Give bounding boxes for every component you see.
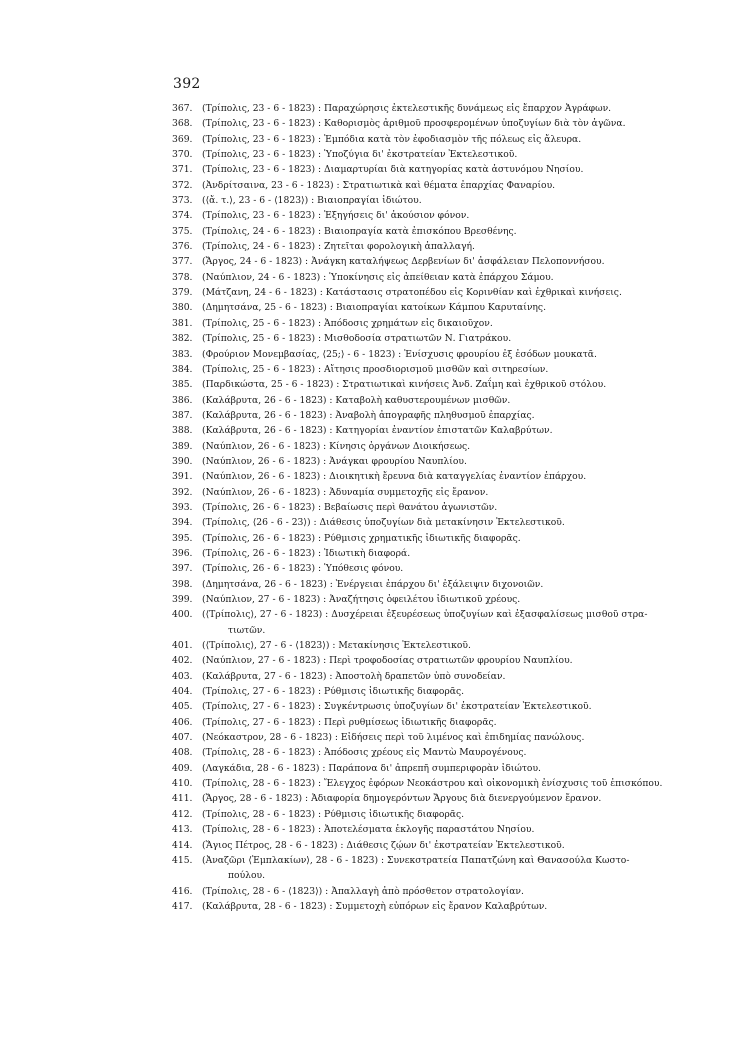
list-item <box>172 101 672 116</box>
entry-summary: (Τρίπολις, 26 - 6 - 1823) : Ἰδιωτικὴ διαφορά. <box>202 547 411 559</box>
entry-number: 411. <box>172 793 193 805</box>
entry-number: 397. <box>172 563 193 575</box>
entry-summary: (Τρίπολις, 28 - 6 - 1823) : Ρύθμισις ἰδιωτικῆς διαφορᾶς. <box>202 808 465 820</box>
list-item <box>172 285 672 300</box>
entry-text <box>202 469 672 484</box>
entry-text <box>202 285 672 300</box>
entry-number: 386. <box>172 394 193 406</box>
entry-text <box>202 546 672 561</box>
list-item <box>172 561 672 576</box>
list-item <box>172 699 672 714</box>
entry-summary: (Τρίπολις, 23 - 6 - 1823) : Ἐμπόδια κατὰ τὸν ἐφοδιασμὸν τῆς πόλεως εἰς ἄλευρα. <box>202 133 582 145</box>
entry-text <box>202 853 672 884</box>
entry-summary: (Ἅγιος Πέτρος, 28 - 6 - 1823) : Διάθεσις ζῴων δι' ἐκστρατείαν Ἐκτελεστικοῦ. <box>202 839 565 851</box>
entry-number: 381. <box>172 317 193 329</box>
entry-number: 396. <box>172 547 193 559</box>
entry-text <box>202 270 672 285</box>
entry-summary: (Νεόκαστρον, 28 - 6 - 1823) : Εἰδήσεις περὶ τοῦ λιμένος καὶ ἐπιδημίας πανώλους. <box>202 732 585 744</box>
entry-text <box>202 807 672 822</box>
list-item <box>172 316 672 331</box>
entry-summary: (⟨ἄ. τ.⟩, 23 - 6 - ⟨1823⟩) : Βιαιοπραγίαι ἰδιώτου. <box>202 195 422 207</box>
entry-text <box>202 607 672 638</box>
entry-number: 375. <box>172 225 193 237</box>
entry-summary: (Ναύπλιον, 26 - 6 - 1823) : Διοικητικὴ ἔρευνα διὰ καταγγελίας ἐναντίον ἐπάρχου. <box>202 471 587 483</box>
entry-summary: (Καλάβρυτα, 26 - 6 - 1823) : Ἀναβολὴ ἀπογραφῆς πληθυσμοῦ ἐπαρχίας. <box>202 409 535 421</box>
entry-summary: (Τρίπολις, 27 - 6 - 1823) : Συγκέντρωσις ὑποζυγίων δι' ἐκστρατείαν Ἐκτελεστικοῦ. <box>202 701 592 713</box>
entry-number: 398. <box>172 578 193 590</box>
entry-number: 416. <box>172 885 193 897</box>
entry-summary: (Ναύπλιον, 27 - 6 - 1823) : Περὶ τροφοδοσίας στρατιωτῶν φρουρίου Ναυπλίου. <box>202 655 573 667</box>
list-item <box>172 224 672 239</box>
list-item <box>172 715 672 730</box>
entry-summary: (Τρίπολις, 23 - 6 - 1823) : Ἐξηγήσεις δι' ἀκούσιον φόνον. <box>202 210 470 222</box>
entry-summary: (Τρίπολις, 24 - 6 - 1823) : Ζητεῖται φορολογικὴ ἀπαλλαγή. <box>202 241 475 253</box>
list-item <box>172 423 672 438</box>
list-item <box>172 254 672 269</box>
list-item <box>172 116 672 131</box>
list-item <box>172 408 672 423</box>
entry-summary: (Καλάβρυτα, 28 - 6 - 1823) : Συμμετοχὴ εὐπόρων εἰς ἔρανον Καλαβρύτων. <box>202 900 548 912</box>
list-item <box>172 331 672 346</box>
entry-summary: (Μάτζανη, 24 - 6 - 1823) : Κατάστασις στρατοπέδου εἰς Κορινθίαν καὶ ἐχθρικαὶ κινήσεις. <box>202 287 622 299</box>
entry-text <box>202 393 672 408</box>
entry-summary: (Δημητσάνα, 26 - 6 - 1823) : Ἐνέργειαι ἐπάρχου δι' ἐξάλειψιν διχονοιῶν. <box>202 578 544 590</box>
list-item <box>172 300 672 315</box>
list-item <box>172 239 672 254</box>
entry-number: 394. <box>172 517 193 529</box>
entry-text <box>202 592 672 607</box>
entry-text <box>202 193 672 208</box>
entry-number: 373. <box>172 195 193 207</box>
entry-text <box>202 132 672 147</box>
entry-text <box>202 730 672 745</box>
entry-number: 377. <box>172 256 193 268</box>
entry-summary: (⟨Τρίπολις⟩, 27 - 6 - ⟨1823⟩) : Μετακίνησις Ἐκτελεστικοῦ. <box>202 640 471 652</box>
entry-text <box>202 101 672 116</box>
entry-continuation: πούλου. <box>228 870 266 882</box>
entry-text <box>202 653 672 668</box>
entry-text <box>202 178 672 193</box>
list-item <box>172 807 672 822</box>
entry-text <box>202 669 672 684</box>
entry-summary: (Δημητσάνα, 25 - 6 - 1823) : Βιαιοπραγίαι κατοίκων Κάμπου Καρυταίνης. <box>202 302 546 314</box>
list-item <box>172 592 672 607</box>
list-item <box>172 884 672 899</box>
entry-number: 387. <box>172 409 193 421</box>
entry-text <box>202 300 672 315</box>
entry-text <box>202 531 672 546</box>
list-item <box>172 377 672 392</box>
entry-summary: (Τρίπολις, 26 - 6 - 1823) : Ρύθμισις χρηματικῆς ἰδιωτικῆς διαφορᾶς. <box>202 532 521 544</box>
list-item <box>172 162 672 177</box>
list-item <box>172 469 672 484</box>
entry-text <box>202 684 672 699</box>
entry-summary: (Τρίπολις, 24 - 6 - 1823) : Βιαιοπραγία κατὰ ἐπισκόπου Βρεσθένης. <box>202 225 517 237</box>
entry-list <box>172 101 672 914</box>
entry-number: 405. <box>172 701 193 713</box>
entry-summary: (Ναύπλιον, 24 - 6 - 1823) : Ὑποκίνησις εἰς ἀπείθειαν κατὰ ἐπάρχου Σάμου. <box>202 271 554 283</box>
entry-summary: (Ἀνδρίτσαινα, 23 - 6 - 1823) : Στρατιωτικὰ καὶ θέματα ἐπαρχίας Φαναρίου. <box>202 179 556 191</box>
entry-number: 407. <box>172 732 193 744</box>
entry-number: 389. <box>172 440 193 452</box>
entry-text <box>202 500 672 515</box>
entry-number: 400. <box>172 609 193 621</box>
entry-text <box>202 377 672 392</box>
entry-number: 382. <box>172 333 193 345</box>
entry-number: 379. <box>172 287 193 299</box>
entry-number: 406. <box>172 716 193 728</box>
entry-number: 368. <box>172 118 193 130</box>
entry-summary: (Καλάβρυτα, 26 - 6 - 1823) : Καταβολὴ καθυστερουμένων μισθῶν. <box>202 394 511 406</box>
entry-text <box>202 454 672 469</box>
list-item <box>172 531 672 546</box>
entry-text <box>202 791 672 806</box>
entry-number: 409. <box>172 762 193 774</box>
entry-number: 408. <box>172 747 193 759</box>
entry-summary: (Τρίπολις, 28 - 6 - 1823) : Ἀπόδοσις χρέους εἰς Μαντὼ Μαυρογένους. <box>202 747 527 759</box>
entry-summary: (Τρίπολις, 26 - 6 - 1823) : Βεβαίωσις περὶ θανάτου ἀγωνιστῶν. <box>202 501 498 513</box>
entry-summary: (Τρίπολις, 27 - 6 - 1823) : Ρύθμισις ἰδιωτικῆς διαφορᾶς. <box>202 686 465 698</box>
entry-text <box>202 362 672 377</box>
entry-summary: (Τρίπολις, ⟨26 - 6 - 23⟩) : Διάθεσις ὑποζυγίων διὰ μετακίνησιν Ἐκτελεστικοῦ. <box>202 517 565 529</box>
entry-text <box>202 147 672 162</box>
entry-summary: (Τρίπολις, 23 - 6 - 1823) : Καθορισμὸς ἀριθμοῦ προσφερομένων ὑποζυγίων διὰ τὸν ἀγῶνα. <box>202 118 626 130</box>
entry-number: 388. <box>172 425 193 437</box>
entry-text <box>202 745 672 760</box>
entry-number: 369. <box>172 133 193 145</box>
entry-summary: (Ναύπλιον, 26 - 6 - 1823) : Ἀνάγκαι φρουρίου Ναυπλίου. <box>202 455 467 467</box>
entry-summary: (Ἀναζῶρι ⟨Ἐμπλακίων⟩, 28 - 6 - 1823) : Συνεκστρατεία Παπατζώνη καὶ Θανασούλα Κωστο- <box>202 854 630 866</box>
list-item <box>172 838 672 853</box>
entry-number: 412. <box>172 808 193 820</box>
entry-text <box>202 331 672 346</box>
entry-text <box>202 577 672 592</box>
list-item <box>172 208 672 223</box>
entry-text <box>202 224 672 239</box>
list-item <box>172 853 672 884</box>
entry-summary: (Τρίπολις, 27 - 6 - 1823) : Περὶ ρυθμίσεως ἰδιωτικῆς διαφορᾶς. <box>202 716 497 728</box>
entry-number: 404. <box>172 686 193 698</box>
list-item <box>172 638 672 653</box>
list-item <box>172 899 672 914</box>
entry-summary: (Ναύπλιον, 26 - 6 - 1823) : Ἀδυναμία συμμετοχῆς εἰς ἔρανον. <box>202 486 489 498</box>
entry-summary: (Τρίπολις, 23 - 6 - 1823) : Παραχώρησις ἐκτελεστικῆς δυνάμεως εἰς ἔπαρχον Ἀγράφων. <box>202 103 612 114</box>
entry-text <box>202 316 672 331</box>
entry-summary: (Ἄργος, 24 - 6 - 1823) : Ἀνάγκη καταλήψεως Δερβενίων δι' ἀσφάλειαν Πελοποννήσου. <box>202 256 605 268</box>
entry-text <box>202 561 672 576</box>
list-item <box>172 546 672 561</box>
list-item <box>172 132 672 147</box>
list-item <box>172 745 672 760</box>
list-item <box>172 178 672 193</box>
entry-number: 410. <box>172 778 193 790</box>
entry-number: 402. <box>172 655 193 667</box>
entry-number: 367. <box>172 103 193 114</box>
entry-number: 383. <box>172 348 193 360</box>
page-number: 392 <box>173 76 201 92</box>
entry-summary: (Ἄργος, 28 - 6 - 1823) : Ἀδιαφορία δημογερόντων Ἄργους διὰ διενεργούμενον ἔρανον. <box>202 793 602 805</box>
list-item <box>172 393 672 408</box>
list-item <box>172 791 672 806</box>
list-item <box>172 577 672 592</box>
entry-summary: (Τρίπολις, 25 - 6 - 1823) : Ἀπόδοσις χρημάτων εἰς δικαιοῦχον. <box>202 317 493 329</box>
entry-number: 384. <box>172 363 193 375</box>
entry-summary: (Τρίπολις, 28 - 6 - ⟨1823⟩) : Ἀπαλλαγὴ ἀπὸ πρόσθετον στρατολογίαν. <box>202 885 524 897</box>
entry-summary: (Τρίπολις, 25 - 6 - 1823) : Αἴτησις προσδιορισμοῦ μισθῶν καὶ σιτηρεσίων. <box>202 363 549 375</box>
list-item <box>172 653 672 668</box>
entry-text <box>202 638 672 653</box>
entry-number: 399. <box>172 594 193 605</box>
entry-text <box>202 838 672 853</box>
entry-summary: (Φρούριον Μονεμβασίας, ⟨25;⟩ - 6 - 1823) : Ἐνίσχυσις φρουρίου ἐξ ἐσόδων μουκατᾶ. <box>202 348 597 360</box>
list-item <box>172 193 672 208</box>
list-item <box>172 454 672 469</box>
entry-summary: (Καλάβρυτα, 26 - 6 - 1823) : Κατηγορίαι ἐναντίον ἐπιστατῶν Καλαβρύτων. <box>202 425 553 437</box>
entry-summary: (Τρίπολις, 28 - 6 - 1823) : Ἀποτελέσματα ἐκλογῆς παραστάτου Νησίου. <box>202 824 535 836</box>
entry-continuation: τιωτῶν. <box>228 624 266 636</box>
list-item <box>172 684 672 699</box>
entry-number: 393. <box>172 501 193 513</box>
entry-text <box>202 116 672 131</box>
list-item <box>172 500 672 515</box>
entry-number: 374. <box>172 210 193 222</box>
list-item <box>172 607 672 638</box>
entry-number: 392. <box>172 486 193 498</box>
entry-summary: (Τρίπολις, 23 - 6 - 1823) : Ὑποζύγια δι' ἐκστρατείαν Ἐκτελεστικοῦ. <box>202 149 518 161</box>
entry-number: 395. <box>172 532 193 544</box>
entry-text <box>202 899 672 914</box>
entry-number: 376. <box>172 241 193 253</box>
entry-text <box>202 208 672 223</box>
entry-number: 380. <box>172 302 193 314</box>
entry-summary: (Τρίπολις, 23 - 6 - 1823) : Διαμαρτυρίαι διὰ κατηγορίας κατὰ ἀστυνόμου Νησίου. <box>202 164 584 176</box>
entry-text <box>202 715 672 730</box>
entry-summary: (Ναύπλιον, 27 - 6 - 1823) : Ἀναζήτησις ὀφειλέτου ἰδιωτικοῦ χρέους. <box>202 594 521 605</box>
entry-number: 385. <box>172 379 193 391</box>
entry-number: 415. <box>172 854 193 866</box>
entry-text <box>202 884 672 899</box>
entry-number: 417. <box>172 900 193 912</box>
list-item <box>172 761 672 776</box>
entry-text <box>202 439 672 454</box>
entry-summary: (Τρίπολις, 25 - 6 - 1823) : Μισθοδοσία στρατιωτῶν Ν. Γιατράκου. <box>202 333 512 345</box>
entry-text <box>202 423 672 438</box>
list-item <box>172 270 672 285</box>
entry-summary: (Παρδικώστα, 25 - 6 - 1823) : Στρατιωτικαὶ κινήσεις Ἀνδ. Ζαΐμη καὶ ἐχθρικοῦ στόλου. <box>202 379 607 391</box>
entry-summary: (⟨Τρίπολις⟩, 27 - 6 - 1823) : Δυσχέρειαι ἐξευρέσεως ὑποζυγίων καὶ ἐξασφαλίσεως μισθοῦ στρα- <box>202 609 648 621</box>
entry-text <box>202 776 672 791</box>
entry-number: 378. <box>172 271 193 283</box>
entry-text <box>202 822 672 837</box>
entry-number: 370. <box>172 149 193 161</box>
entry-text <box>202 239 672 254</box>
entry-text <box>202 515 672 530</box>
list-item <box>172 347 672 362</box>
entry-text <box>202 699 672 714</box>
entry-number: 403. <box>172 670 193 682</box>
list-item <box>172 362 672 377</box>
entry-summary: (Λαγκάδια, 28 - 6 - 1823) : Παράπονα δι' ἀπρεπῆ συμπεριφορὰν ἰδιώτου. <box>202 762 541 774</box>
list-item <box>172 776 672 791</box>
entry-number: 390. <box>172 455 193 467</box>
entry-summary: (Καλάβρυτα, 27 - 6 - 1823) : Ἀποστολὴ δραπετῶν ὑπὸ συνοδείαν. <box>202 670 506 682</box>
entry-text <box>202 485 672 500</box>
entry-number: 391. <box>172 471 193 483</box>
entry-number: 413. <box>172 824 193 836</box>
list-item <box>172 669 672 684</box>
entry-text <box>202 347 672 362</box>
list-item <box>172 147 672 162</box>
list-item <box>172 515 672 530</box>
entry-text <box>202 408 672 423</box>
entry-summary: (Τρίπολις, 28 - 6 - 1823) : Ἔλεγχος ἐφόρων Νεοκάστρου καὶ οἰκονομικὴ ἐνίσχυσις τοῦ ἐπισκόπου. <box>202 778 663 790</box>
entry-summary: (Τρίπολις, 26 - 6 - 1823) : Ὑπόθεσις φόνου. <box>202 563 404 575</box>
list-item <box>172 485 672 500</box>
entry-text <box>202 162 672 177</box>
list-item <box>172 730 672 745</box>
entry-summary: (Ναύπλιον, 26 - 6 - 1823) : Κίνησις ὀργάνων Διοικήσεως. <box>202 440 471 452</box>
list-item <box>172 822 672 837</box>
entry-number: 372. <box>172 179 193 191</box>
entry-text <box>202 761 672 776</box>
entry-number: 414. <box>172 839 193 851</box>
list-item <box>172 439 672 454</box>
entry-text <box>202 254 672 269</box>
entry-number: 371. <box>172 164 193 176</box>
entry-number: 401. <box>172 640 193 652</box>
